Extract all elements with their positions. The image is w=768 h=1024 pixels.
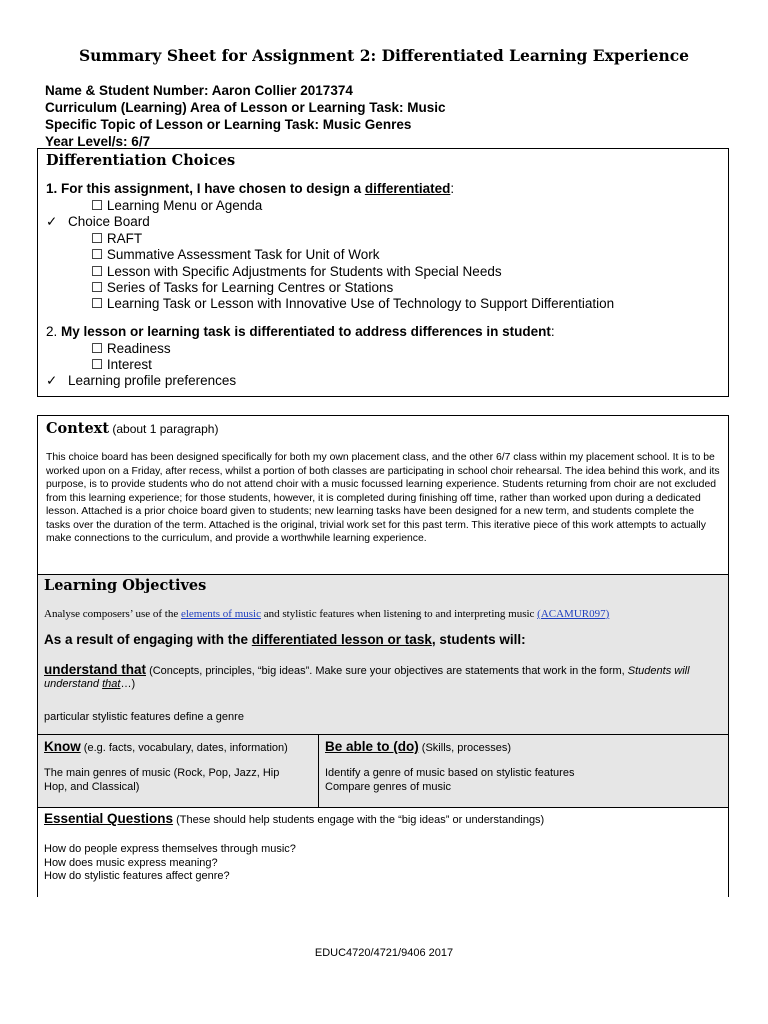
topic-line: Specific Topic of Lesson or Learning Task: Music Genres — [45, 117, 412, 132]
essential-questions-section — [38, 807, 728, 897]
know-line: Hop, and Classical) — [44, 780, 140, 793]
know-heading: Know — [44, 739, 81, 754]
essential-question: How do stylistic features affect genre? — [44, 870, 230, 882]
context-note: (about 1 paragraph) — [109, 422, 219, 436]
option-choice-board[interactable] — [46, 214, 150, 230]
understand-heading: understand that — [44, 662, 147, 677]
essential-questions-header — [44, 810, 544, 828]
context-paragraph: This choice board has been designed specifically for both my own placement class, and the other 6/7 class within my placement school. It is to be worked upon on a Friday, after recess, whilst a portion of both classes are participating in school choir rehearsal. The idea behind this work, and its purpose, is to provide students who do not attend choir with a music focussed learning experience. Students returning from choir are not excluded from this learning experience; for those students, however, it is completed during finishing off time, rather than worked upon during a dedicated lesson. Attached is a prior choice board given to students; new learning tasks have been designed for a new term, and students complete the tasks over the duration of the term. Attached is the original, trivial work set for this past term. This iterative piece of this work attempts to actually make connections to the curriculum, and provide a worthwhile learning experience. — [46, 452, 720, 544]
option-technology[interactable] — [91, 296, 614, 312]
learning-objectives-heading: Learning Objectives — [44, 577, 207, 594]
understanding-statement: particular stylistic features define a genre — [44, 711, 244, 723]
understand-end: …) — [120, 678, 136, 690]
checkbox-icon[interactable]: ☐ — [91, 296, 104, 311]
option-interest[interactable] — [91, 357, 152, 373]
question-2-number: 2. — [46, 324, 62, 339]
essential-questions-heading: Essential Questions — [44, 811, 174, 826]
understand-example: Students will understand — [44, 665, 690, 690]
checkbox-icon[interactable]: ☐ — [91, 341, 104, 356]
name-line: Name & Student Number: Aaron Collier 2017374 — [45, 83, 353, 98]
skill-line: Identify a genre of music based on stylistic features — [325, 767, 575, 779]
essential-question: How do people express themselves through music? — [44, 843, 296, 855]
option-readiness[interactable] — [91, 341, 171, 357]
checkbox-icon[interactable]: ☐ — [91, 231, 104, 246]
option-learning-menu[interactable] — [91, 198, 262, 214]
question-1-text: 1. For this assignment, I have chosen to design a — [46, 181, 365, 196]
option-label: Choice Board — [68, 214, 150, 229]
checkbox-icon[interactable]: ☐ — [91, 264, 104, 279]
page-footer: EDUC4720/4721/9406 2017 — [314, 947, 454, 959]
know-content — [44, 767, 279, 794]
question-2 — [46, 324, 555, 339]
standard-text-continued: and stylistic features when listening to and interpreting music — [261, 608, 538, 620]
be-able-to-cell — [319, 735, 728, 808]
know-note: (e.g. facts, vocabulary, dates, information) — [80, 742, 288, 754]
option-summative[interactable] — [91, 247, 379, 263]
option-label: Lesson with Specific Adjustments for Students with Special Needs — [106, 264, 502, 279]
learning-objectives-section — [38, 574, 728, 735]
understand-example-that: that — [102, 678, 121, 690]
document-title: Summary Sheet for Assignment 2: Differentiated Learning Experience — [78, 46, 690, 65]
essential-questions-note: (These should help students engage with the “big ideas” or understandings) — [173, 814, 545, 826]
lesson-details-box — [37, 415, 729, 897]
know-cell — [38, 735, 319, 808]
question-1-emphasis: differentiated — [364, 181, 451, 196]
checkmark-icon: ✓ — [46, 373, 58, 388]
acamur097-link[interactable]: (ACAMUR097) — [537, 608, 610, 620]
option-label: Series of Tasks for Learning Centres or Stations — [106, 280, 394, 295]
essential-question: How does music express meaning? — [44, 856, 218, 869]
option-label: Summative Assessment Task for Unit of Work — [106, 247, 380, 262]
question-1 — [46, 181, 454, 196]
essential-questions-list — [44, 843, 296, 884]
know-header — [44, 738, 288, 756]
checkbox-icon[interactable]: ☐ — [91, 280, 104, 295]
result-emphasis: differentiated lesson or task — [251, 632, 432, 647]
question-2-colon: : — [550, 324, 555, 339]
context-heading: Context — [46, 420, 110, 437]
standard-text: Analyse composers’ use of the — [44, 608, 181, 620]
option-label: Readiness — [106, 341, 171, 356]
year-line: Year Level/s: 6/7 — [45, 134, 151, 149]
option-raft[interactable] — [91, 231, 142, 247]
understand-note: (Concepts, principles, “big ideas”. Make sure your objectives are statements that work in the form, — [146, 665, 628, 677]
checkbox-icon[interactable]: ☐ — [91, 198, 104, 213]
context-header — [46, 420, 218, 438]
know-and-do-section — [38, 734, 728, 808]
differentiation-heading: Differentiation Choices — [46, 152, 236, 169]
result-suffix: , students will: — [431, 632, 526, 647]
option-label: Learning Task or Lesson with Innovative Use of Technology to Support Differentiation — [106, 296, 615, 311]
know-line: The main genres of music (Rock, Pop, Jazz, Hip — [44, 767, 280, 779]
elements-of-music-link[interactable]: elements of music — [180, 608, 261, 620]
curriculum-line: Curriculum (Learning) Area of Lesson or Learning Task: Music — [45, 100, 446, 115]
student-details — [45, 82, 446, 150]
be-able-to-heading: Be able to (do) — [325, 739, 419, 754]
question-1-colon: : — [450, 181, 455, 196]
checkbox-icon[interactable]: ☐ — [91, 357, 104, 372]
option-learning-profile[interactable] — [46, 373, 236, 389]
option-series-of-tasks[interactable] — [91, 280, 393, 296]
result-statement — [44, 632, 526, 647]
option-lesson-adjustments[interactable] — [91, 264, 502, 280]
be-able-to-content — [325, 767, 574, 794]
be-able-to-note: (Skills, processes) — [418, 742, 512, 754]
option-label: RAFT — [106, 231, 143, 246]
be-able-to-header — [325, 738, 511, 756]
understand-instructions — [44, 663, 714, 691]
curriculum-standard — [44, 608, 609, 620]
option-label: Learning profile preferences — [68, 373, 237, 388]
question-2-text: My lesson or learning task is differentiated to address differences in student — [61, 324, 551, 339]
result-prefix: As a result of engaging with the — [44, 632, 252, 647]
checkbox-icon[interactable]: ☐ — [91, 247, 104, 262]
option-label: Interest — [106, 357, 152, 372]
checkmark-icon: ✓ — [46, 214, 58, 229]
option-label: Learning Menu or Agenda — [106, 198, 263, 213]
skill-line: Compare genres of music — [325, 780, 451, 793]
differentiation-choices-box — [37, 148, 729, 397]
